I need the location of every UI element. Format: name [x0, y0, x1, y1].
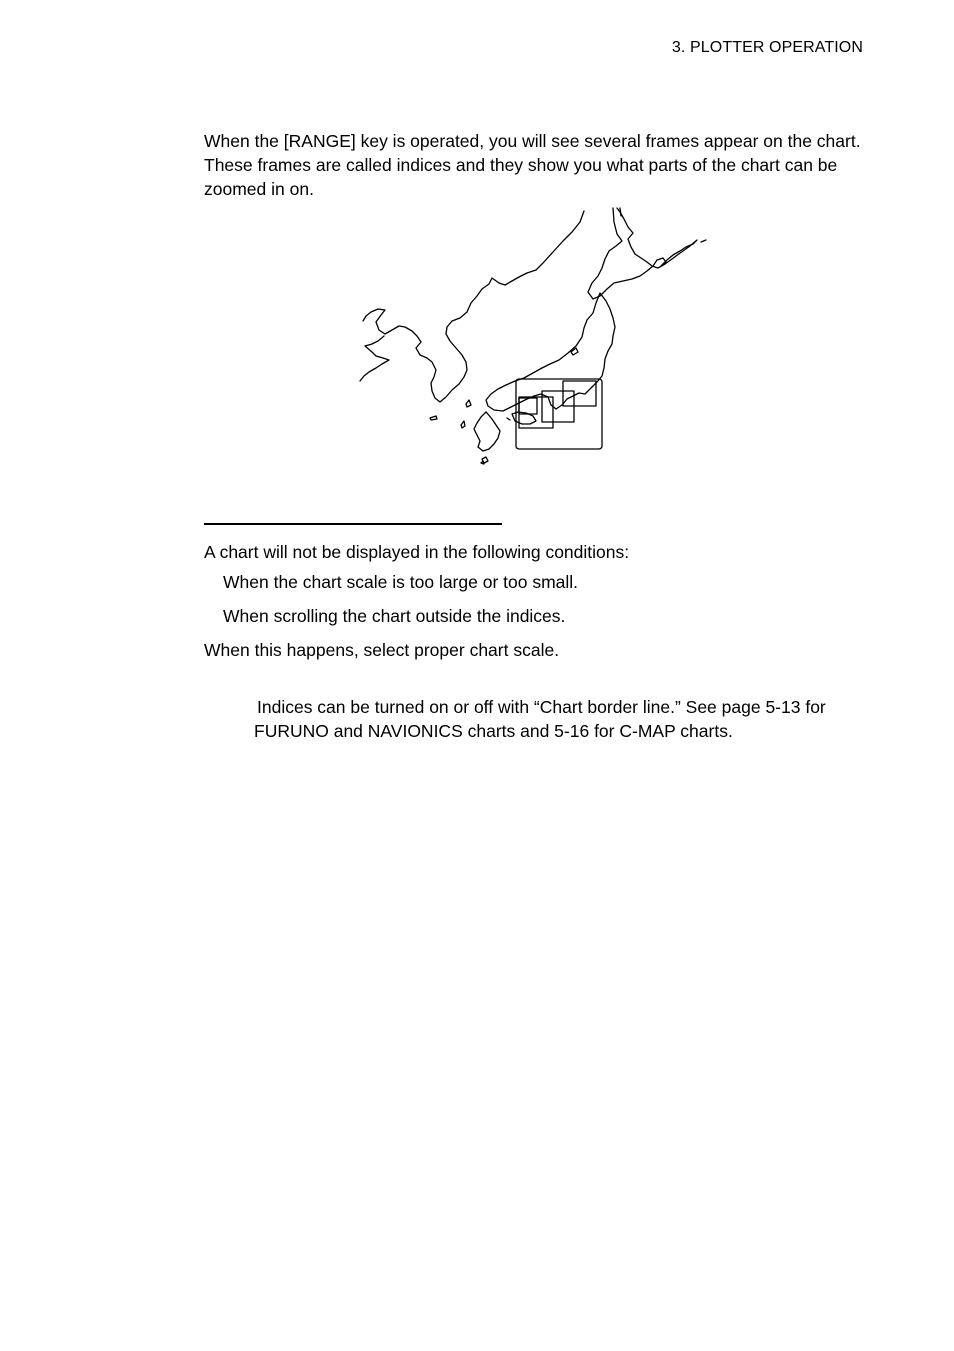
mainland-coastline [363, 211, 584, 402]
note-line: Indices can be turned on or off with “Chart border line.” See page 5-13 for [257, 697, 826, 717]
condition-item: When the chart scale is too large or too small. [223, 572, 579, 592]
section-divider [204, 523, 502, 525]
intro-paragraph: When the [RANGE] key is operated, you will see several frames appear on the chart. These frames are called indices and they show you what parts of the chart can be zoomed in on. [204, 131, 861, 199]
condition-item: When scrolling the chart outside the indices. [223, 606, 566, 626]
chart-index-frame-small [519, 398, 537, 414]
kyushu-coastline [474, 412, 500, 451]
chart-indices-illustration [356, 205, 712, 473]
mainland-coastline-lower [360, 336, 389, 381]
note-block [254, 695, 874, 743]
page-header-section-title: 3. PLOTTER OPERATION [671, 39, 863, 56]
note-line: FURUNO and NAVIONICS charts and 5-16 for C-MAP charts. [254, 721, 733, 741]
hokkaido-coastline [588, 208, 697, 299]
conditions-intro: A chart will not be displayed in the following conditions: [204, 542, 630, 562]
conditions-resolution: When this happens, select proper chart scale. [204, 640, 560, 660]
